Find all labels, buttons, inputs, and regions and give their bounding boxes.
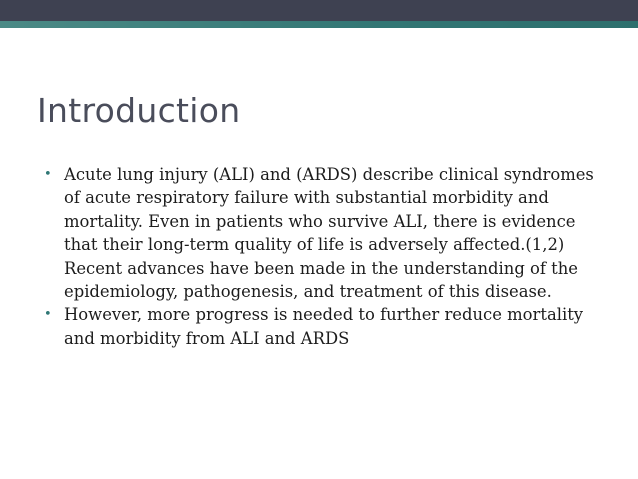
accent-band xyxy=(0,21,638,28)
bullet-list xyxy=(44,163,604,350)
bullet-icon: • xyxy=(44,307,52,323)
bullet-text: However, more progress is needed to further reduce mortality and morbidity from ALI and ARDS xyxy=(64,305,584,348)
slide-title: Introduction xyxy=(37,91,241,130)
bullet-text: Acute lung injury (ALI) and (ARDS) describe clinical syndromes of acute respiratory failure with substantial morbidity and mortality. Even in patients who survive ALI, there is evidence that their long-term quality of life is adversely affected.(1,2) Recent advances have been made in the understanding of the epidemiology, pathogenesis, and treatment of this disease. xyxy=(64,165,594,302)
bullet-item xyxy=(44,303,604,350)
bullet-icon: • xyxy=(44,167,52,182)
header-band xyxy=(0,0,638,21)
bullet-item xyxy=(44,163,604,303)
